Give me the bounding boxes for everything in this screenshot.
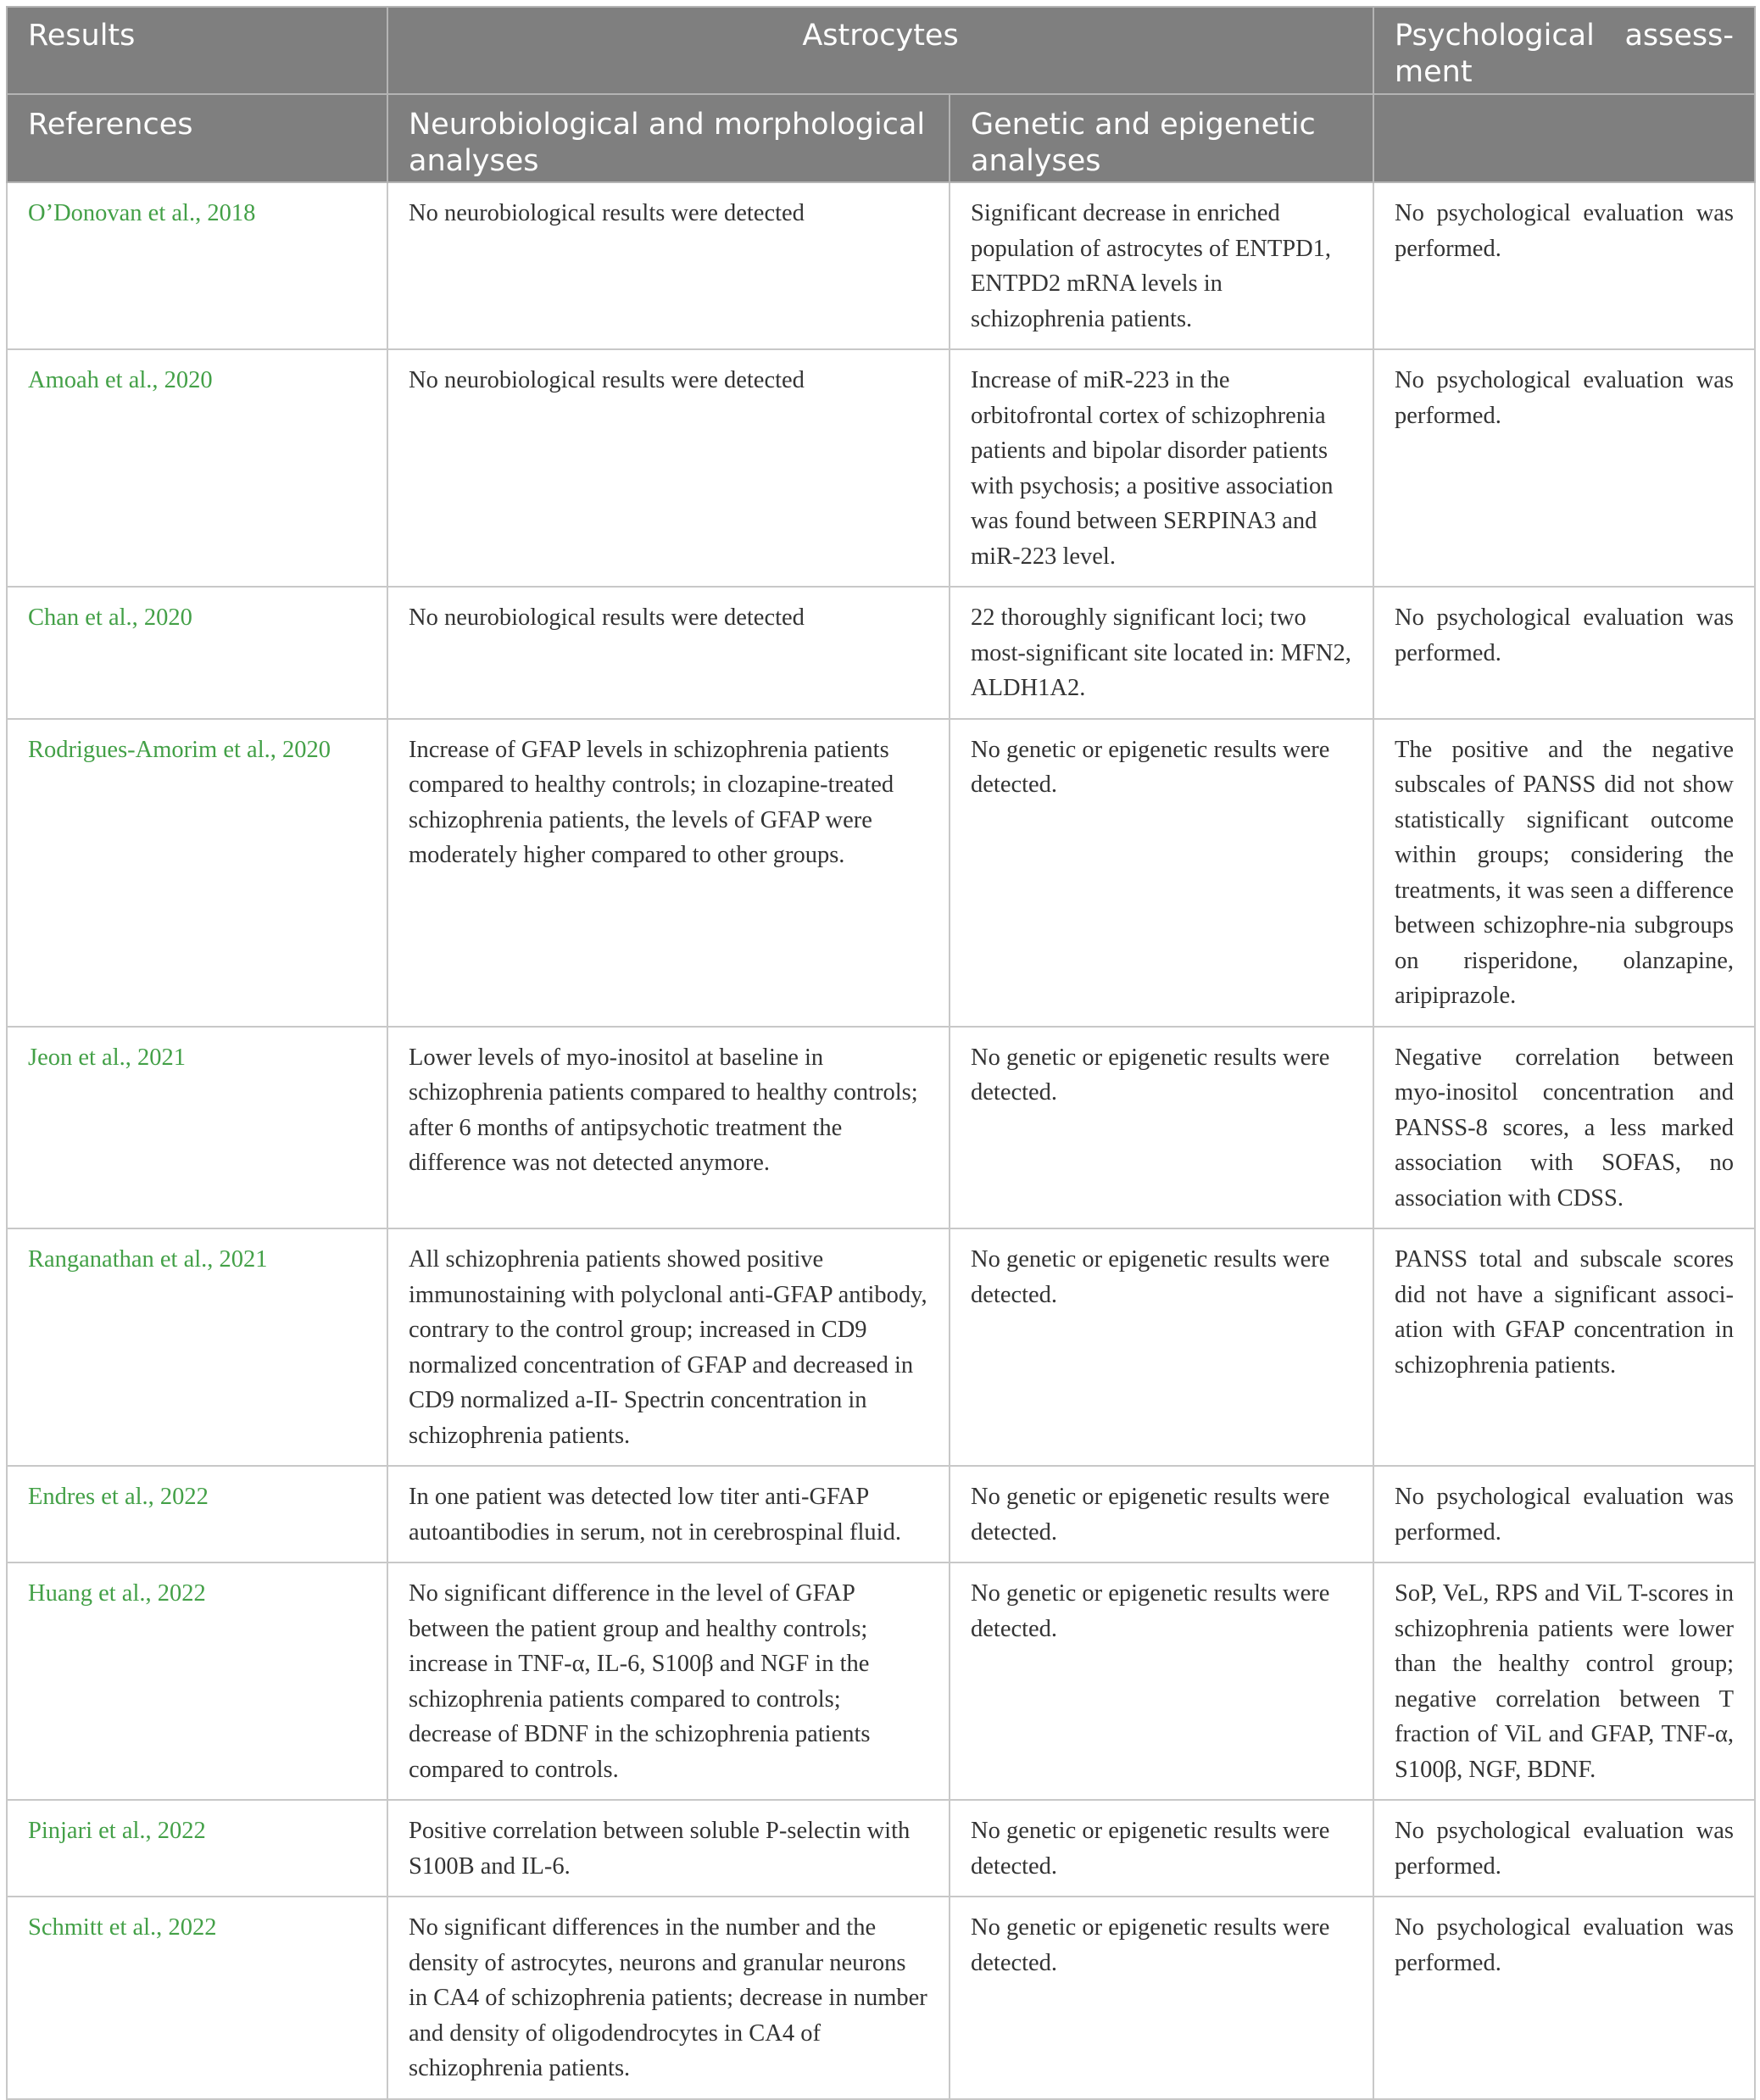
header-row-2: [7, 94, 1755, 182]
reference-year[interactable]: 2021: [137, 1044, 187, 1071]
psychological-cell: No psychological evaluation was performed.: [1373, 1800, 1755, 1897]
reference-year[interactable]: 2022: [159, 1484, 209, 1510]
reference-year[interactable]: 2020: [143, 604, 192, 631]
neurobiological-cell: No significant differences in the number and the density of astrocytes, neurons and granular neurons in CA4 of schizophrenia patients; decrease in number and density of oligodendrocytes in CA4 of schizophrenia patients.: [387, 1897, 950, 2099]
reference-link[interactable]: Amoah et al.,: [28, 367, 164, 393]
psychological-cell: No psychological evaluation was performed.: [1373, 1897, 1755, 2099]
header-results: Results: [7, 7, 387, 94]
genetic-cell: No genetic or epigenetic results were detected.: [950, 1466, 1373, 1562]
reference-year[interactable]: 2020: [282, 736, 331, 763]
genetic-cell: No genetic or epigenetic results were detected.: [950, 1897, 1373, 2099]
neurobiological-cell: No neurobiological results were detected: [387, 587, 950, 719]
reference-cell: [7, 719, 387, 1027]
genetic-cell: 22 thoroughly significant loci; two most-significant site located in: MFN2, ALDH1A2.: [950, 587, 1373, 719]
reference-link[interactable]: Rodrigues-Amorim et al.,: [28, 736, 282, 763]
header-neurobiological: Neurobiological and morphological analyses: [387, 94, 950, 182]
genetic-cell: No genetic or epigenetic results were detected.: [950, 1228, 1373, 1466]
neurobiological-cell: Lower levels of myo-inositol at baseline in schizophrenia patients compared to healthy controls; after 6 months of antipsychotic treatment the difference was not detected anymore.: [387, 1027, 950, 1229]
header-references: References: [7, 94, 387, 182]
table-row: [7, 587, 1755, 719]
genetic-cell: No genetic or epigenetic results were detected.: [950, 1800, 1373, 1897]
genetic-cell: No genetic or epigenetic results were detected.: [950, 1027, 1373, 1229]
neurobiological-cell: Increase of GFAP levels in schizophrenia patients compared to healthy controls; in clozapine-treated schizophrenia patients, the levels of GFAP were moderately higher compared to other groups.: [387, 719, 950, 1027]
genetic-cell: No genetic or epigenetic results were detected.: [950, 1562, 1373, 1800]
neurobiological-cell: Positive correlation between soluble P-selectin with S100B and IL-6.: [387, 1800, 950, 1897]
genetic-cell: No genetic or epigenetic results were detected.: [950, 719, 1373, 1027]
reference-link[interactable]: Ranganathan et al.,: [28, 1246, 220, 1273]
psychological-cell: No psychological evaluation was performed.: [1373, 349, 1755, 587]
psychological-cell: PANSS total and subscale scores did not have a significant associ-ation with GFAP concentration in schizophrenia patients.: [1373, 1228, 1755, 1466]
reference-cell: [7, 1228, 387, 1466]
reference-link[interactable]: O’Donovan et al.,: [28, 200, 208, 226]
results-table: [6, 6, 1756, 2100]
psychological-cell: No psychological evaluation was performed.: [1373, 587, 1755, 719]
reference-cell: [7, 182, 387, 349]
reference-link[interactable]: Schmitt et al.,: [28, 1914, 169, 1941]
results-table-container: [6, 6, 1754, 2100]
reference-year[interactable]: 2022: [157, 1580, 206, 1607]
table-row: [7, 1897, 1755, 2099]
reference-link[interactable]: Pinjari et al.,: [28, 1818, 158, 1844]
table-header: [7, 7, 1755, 182]
reference-cell: [7, 1027, 387, 1229]
reference-link[interactable]: Jeon et al.,: [28, 1044, 138, 1071]
header-genetic: Genetic and epigenetic analyses: [950, 94, 1373, 182]
reference-link[interactable]: Huang et al.,: [28, 1580, 158, 1607]
table-row: [7, 719, 1755, 1027]
psychological-cell: SoP, VeL, RPS and ViL T-scores in schizophrenia patients were lower than the healthy control group; negative correlation between T fraction of ViL and GFAP, TNF-α, S100β, NGF, BDNF.: [1373, 1562, 1755, 1800]
reference-year[interactable]: 2022: [168, 1914, 217, 1941]
header-astrocytes: Astrocytes: [387, 7, 1373, 94]
psychological-cell: The positive and the negative subscales of PANSS did not show statistically significant outcome within groups; considering the treatments, it was seen a difference between schizophre-nia subgroups on risperidone, olanzapine, aripiprazole.: [1373, 719, 1755, 1027]
neurobiological-cell: All schizophrenia patients showed positive immunostaining with polyclonal anti-GFAP antibody, contrary to the control group; increased in CD9 normalized concentration of GFAP and decreased in CD9 normalized a-II- Spectrin concentration in schizophrenia patients.: [387, 1228, 950, 1466]
psychological-cell: Negative correlation between myo-inositol concentration and PANSS-8 scores, a less marked association with SOFAS, no association with CDSS.: [1373, 1027, 1755, 1229]
neurobiological-cell: In one patient was detected low titer anti-GFAP autoantibodies in serum, not in cerebrospinal fluid.: [387, 1466, 950, 1562]
reference-year[interactable]: 2020: [164, 367, 213, 393]
psychological-cell: No psychological evaluation was performed.: [1373, 182, 1755, 349]
reference-cell: [7, 1800, 387, 1897]
table-body: [7, 182, 1755, 2099]
table-row: [7, 1228, 1755, 1466]
reference-link[interactable]: Chan et al.,: [28, 604, 144, 631]
reference-cell: [7, 1562, 387, 1800]
header-empty: [1373, 94, 1755, 182]
reference-year[interactable]: 2022: [157, 1818, 206, 1844]
reference-cell: [7, 587, 387, 719]
reference-year[interactable]: 2018: [207, 200, 256, 226]
psychological-cell: No psychological evaluation was performed.: [1373, 1466, 1755, 1562]
genetic-cell: Increase of miR-223 in the orbitofrontal cortex of schizophrenia patients and bipolar disorder patients with psychosis; a positive association was found between SERPINA3 and miR-223 level.: [950, 349, 1373, 587]
table-row: [7, 1027, 1755, 1229]
neurobiological-cell: No neurobiological results were detected: [387, 349, 950, 587]
reference-cell: [7, 1897, 387, 2099]
neurobiological-cell: No neurobiological results were detected: [387, 182, 950, 349]
table-row: [7, 182, 1755, 349]
neurobiological-cell: No significant difference in the level of GFAP between the patient group and healthy controls; increase in TNF-α, IL-6, S100β and NGF in the schizophrenia patients compared to controls; decrease of BDNF in the schizophrenia patients compared to controls.: [387, 1562, 950, 1800]
table-row: [7, 1800, 1755, 1897]
reference-cell: [7, 349, 387, 587]
genetic-cell: Significant decrease in enriched population of astrocytes of ENTPD1, ENTPD2 mRNA levels in schizophrenia patients.: [950, 182, 1373, 349]
reference-year[interactable]: 2021: [219, 1246, 268, 1273]
header-psychological-assessment: Psychological assess-ment: [1373, 7, 1755, 94]
reference-cell: [7, 1466, 387, 1562]
table-row: [7, 1466, 1755, 1562]
header-row-1: [7, 7, 1755, 94]
table-row: [7, 349, 1755, 587]
reference-link[interactable]: Endres et al.,: [28, 1484, 160, 1510]
table-row: [7, 1562, 1755, 1800]
